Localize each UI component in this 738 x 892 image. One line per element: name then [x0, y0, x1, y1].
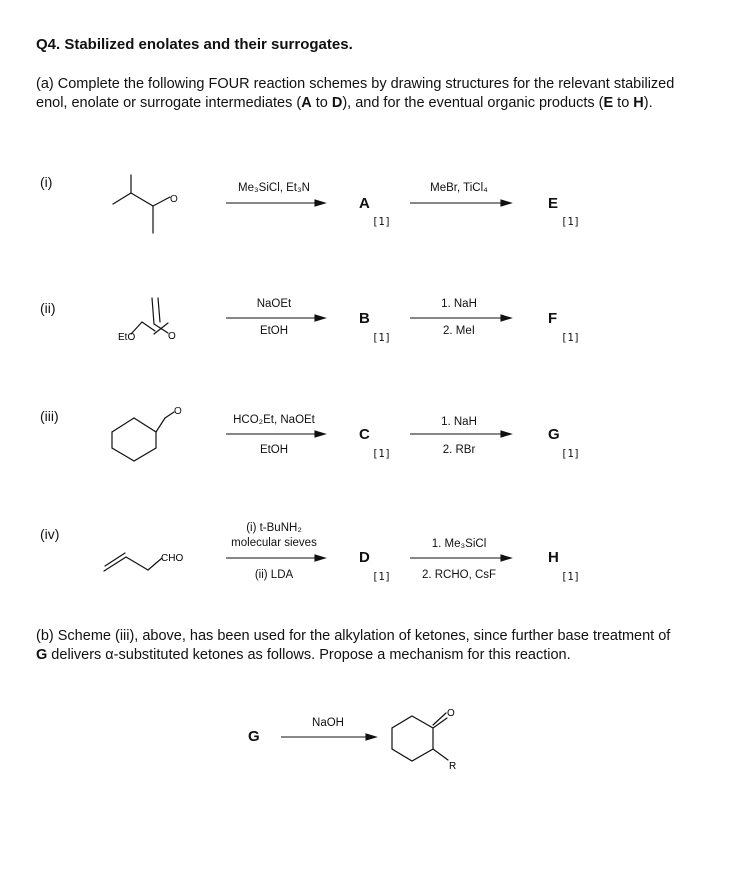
atom-R-b: R: [449, 761, 457, 772]
reagent-ii-2-bottom: 2. MeI: [443, 325, 475, 337]
reagent-ii-2-top: 1. NaH: [441, 298, 477, 310]
atom-O-i: O: [170, 194, 178, 205]
intermediate-A: A: [359, 195, 370, 212]
product-F: F: [548, 310, 558, 327]
bold-D: D: [331, 94, 343, 111]
reagent-iv-1-top-a: (i) t-BuNH₂: [246, 522, 302, 534]
bold-H: H: [633, 94, 644, 111]
reagent-iv-2-top: 1. Me₃SiCl: [431, 538, 487, 550]
part-a-text: Complete the following FOUR reaction schemes by drawing structures for the relevant stabilized enol, enolate or surrogate intermediates (: [36, 76, 675, 111]
atom-O-b: O: [447, 708, 455, 719]
mark-E: [1]: [561, 216, 580, 228]
part-b-text: Scheme (iii), above, has been used for the alkylation of ketones, since further base treatment of: [57, 628, 671, 644]
atom-O-iii: O: [174, 406, 182, 417]
atom-CHO-iv: CHO: [161, 553, 184, 564]
start-G: G: [248, 728, 260, 745]
scheme-label-i: (i): [40, 174, 53, 190]
mark-D: [1]: [372, 571, 391, 583]
scheme-label-iii: (iii): [40, 408, 59, 424]
reagent-iv-2-bottom: 2. RCHO, CsF: [421, 569, 497, 581]
reagent-iv-1-bottom: (ii) LDA: [254, 569, 294, 581]
reagent-i-1: Me₃SiCl, Et₃N: [238, 182, 310, 194]
structure-iii: [112, 412, 174, 461]
intermediate-D: D: [359, 549, 370, 566]
product-G: G: [548, 426, 560, 443]
reagent-iv-1-top-b: molecular sieves: [231, 537, 317, 549]
mark-F: [1]: [561, 332, 580, 344]
part-a-text-2: ), and for the eventual organic products (: [342, 94, 604, 111]
part-a-label: (a): [36, 76, 54, 92]
bold-G: G: [36, 646, 48, 663]
intermediate-B: B: [359, 310, 370, 327]
structure-iv: [104, 553, 162, 571]
part-a-text-3: ).: [643, 94, 653, 111]
part-a-to-2: to: [613, 94, 634, 111]
reagent-b: NaOH: [312, 717, 344, 729]
part-b-label: (b): [36, 628, 54, 644]
bold-E: E: [603, 94, 614, 111]
question-title: Q4. Stabilized enolates and their surrogates.: [36, 36, 353, 53]
atom-EtO-ii: EtO: [118, 332, 136, 343]
mark-G: [1]: [561, 448, 580, 460]
reagent-iii-1-top: HCO₂Et, NaOEt: [233, 414, 315, 426]
part-b-text-2: delivers α-substituted ketones as follows. Propose a mechanism for this reaction.: [47, 646, 571, 663]
mark-C: [1]: [372, 448, 391, 460]
structure-i: [113, 175, 170, 233]
atom-O-ii: O: [168, 331, 176, 342]
scheme-label-iv: (iv): [40, 526, 60, 542]
part-a-to: to: [311, 94, 332, 111]
reagent-iii-2-bottom: 2. RBr: [442, 444, 476, 456]
intermediate-C: C: [359, 426, 370, 443]
reagent-ii-1-bottom: EtOH: [259, 325, 289, 337]
scheme-label-ii: (ii): [40, 300, 56, 316]
product-H: H: [548, 549, 559, 566]
bold-A: A: [301, 94, 312, 111]
reagent-ii-1-top: NaOEt: [256, 298, 292, 310]
reagent-iii-1-bottom: EtOH: [259, 444, 289, 456]
part-b-instructions: [36, 627, 676, 664]
reagent-iii-2-top: 1. NaH: [441, 416, 477, 428]
mark-B: [1]: [372, 332, 391, 344]
reagent-i-2: MeBr, TiCl₄: [430, 182, 488, 194]
mark-H: [1]: [561, 571, 580, 583]
product-structure-b: [392, 713, 448, 761]
product-E: E: [548, 195, 559, 212]
structure-ii: [131, 298, 168, 334]
mark-A: [1]: [372, 216, 391, 228]
